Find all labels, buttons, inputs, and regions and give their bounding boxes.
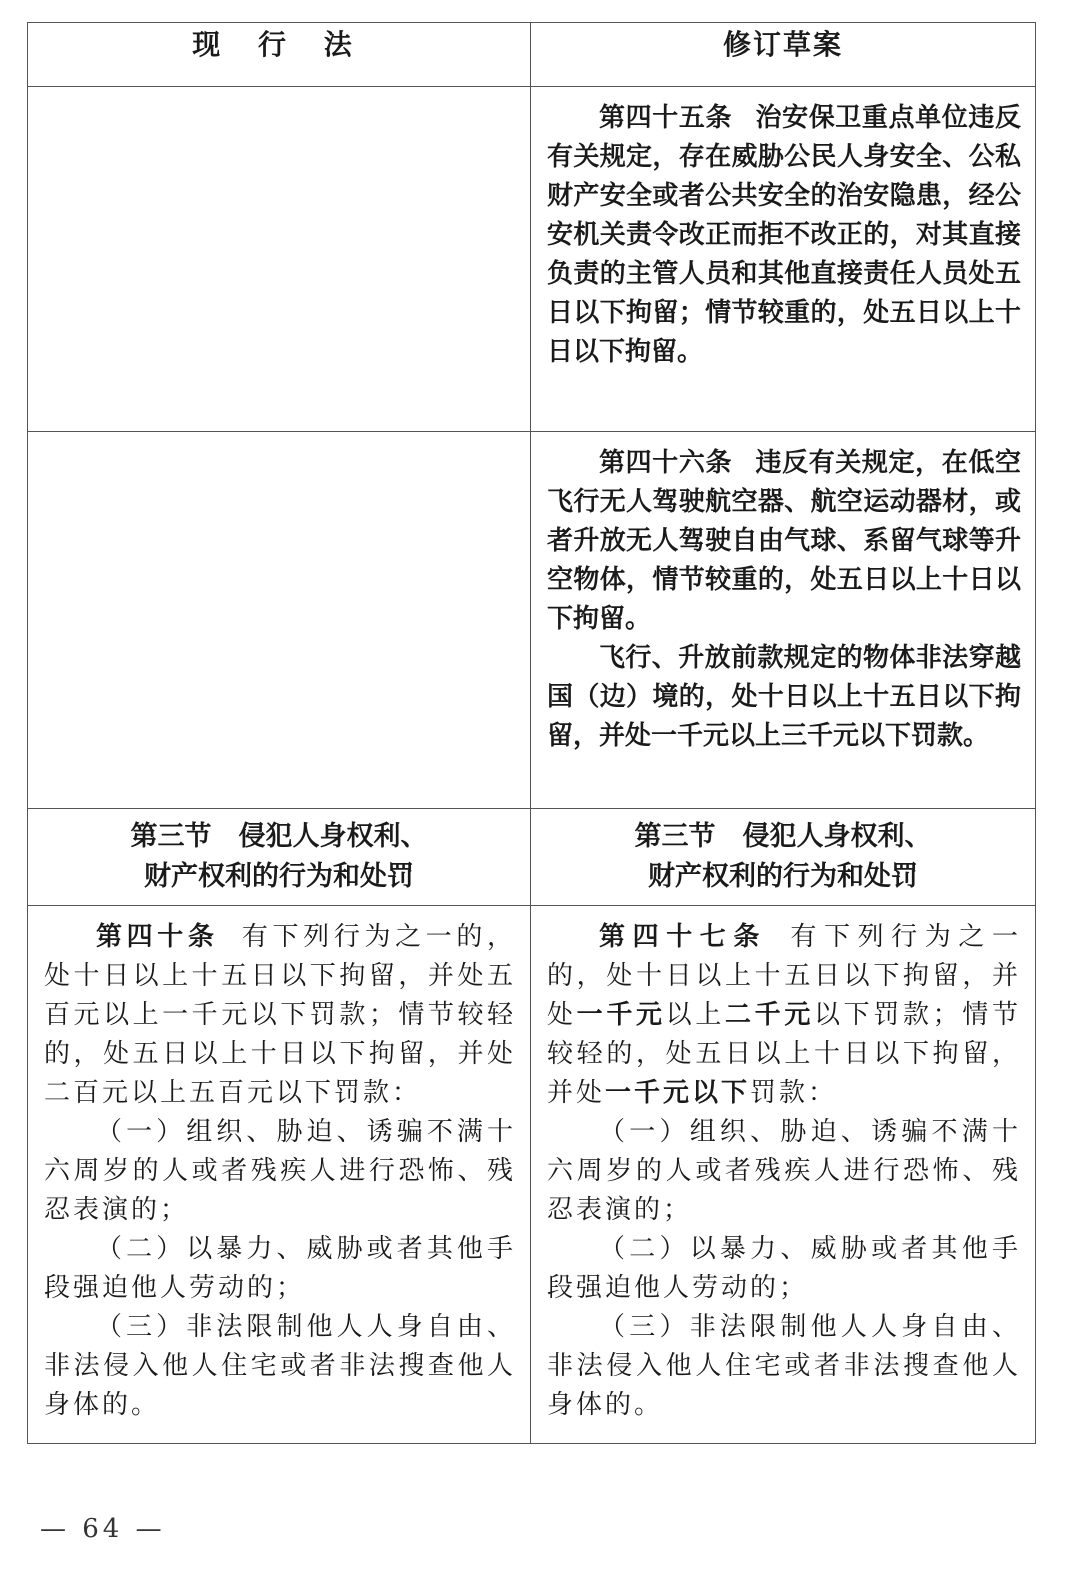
draft-paragraph <box>547 1230 1021 1308</box>
table-row <box>28 906 1036 1444</box>
cell-current-article-40 <box>28 906 531 1444</box>
section-heading-current <box>28 809 531 906</box>
amended-amount: 一千元 <box>576 1000 666 1030</box>
section-heading-line: 第三节 侵犯人身权利、 <box>634 821 932 852</box>
header-current-law: 现 行 法 <box>28 23 531 87</box>
section-heading-line: 财产权利的行为和处罚 <box>144 861 414 892</box>
article-number: 第四十五条 <box>599 103 733 133</box>
article-text: 以上 <box>665 1000 725 1030</box>
article-number: 第四十七条 <box>599 922 767 952</box>
amended-amount: 一千元以下 <box>605 1078 751 1108</box>
draft-paragraph <box>547 918 1021 1113</box>
table-row <box>28 432 1036 809</box>
draft-paragraph <box>547 1113 1021 1230</box>
article-text: 有下列行为之一的，处十日以上十五日以下拘留，并处五百元以上一千元以下罚款；情节较轻的，处五日以上十日以下拘留，并处二百元以上五百元以下罚款： <box>44 922 516 1108</box>
article-text: （三）非法限制他人人身自由、非法侵入他人住宅或者非法搜查他人身体的。 <box>44 1312 516 1420</box>
article-text: 违反有关规定，在低空飞行无人驾驶航空器、航空运动器材，或者升放无人驾驶自由气球、系留气球等升空物体，情节较重的，处五日以上十日以下拘留。 <box>547 448 1021 634</box>
draft-paragraph <box>547 99 1021 372</box>
cell-draft-article-46 <box>531 432 1036 809</box>
table-header-row <box>28 23 1036 87</box>
cell-current-empty <box>28 432 531 809</box>
article-text: 以下罚款；情节较轻的，处五日以上十日以下拘留，并处 <box>547 1000 1021 1108</box>
section-heading-line: 第三节 侵犯人身权利、 <box>130 821 428 852</box>
current-paragraph <box>44 1308 516 1425</box>
draft-paragraph <box>547 444 1021 639</box>
cell-draft-article-47 <box>531 906 1036 1444</box>
article-text: （一）组织、胁迫、诱骗不满十六周岁的人或者残疾人进行恐怖、残忍表演的； <box>44 1117 516 1225</box>
section-heading-line: 财产权利的行为和处罚 <box>648 861 918 892</box>
article-text: 飞行、升放前款规定的物体非法穿越国（边）境的，处十日以上十五日以下拘留，并处一千元以上三千元以下罚款。 <box>547 643 1021 751</box>
draft-paragraph <box>547 1308 1021 1425</box>
section-heading-draft <box>531 809 1036 906</box>
header-revision-draft: 修订草案 <box>531 23 1036 87</box>
cell-current-empty <box>28 87 531 432</box>
article-number: 第四十条 <box>96 922 219 952</box>
article-text: （二）以暴力、威胁或者其他手段强迫他人劳动的； <box>44 1234 516 1303</box>
page-number: — 64 — <box>40 1514 166 1544</box>
article-number: 第四十六条 <box>599 448 733 478</box>
article-text: （一）组织、胁迫、诱骗不满十六周岁的人或者残疾人进行恐怖、残忍表演的； <box>547 1117 1021 1225</box>
article-text: （三）非法限制他人人身自由、非法侵入他人住宅或者非法搜查他人身体的。 <box>547 1312 1021 1420</box>
table-row <box>28 87 1036 432</box>
current-paragraph <box>44 918 516 1113</box>
comparison-table <box>27 22 1036 1444</box>
article-text: （二）以暴力、威胁或者其他手段强迫他人劳动的； <box>547 1234 1021 1303</box>
amended-amount: 二千元 <box>725 1000 814 1030</box>
cell-draft-article-45 <box>531 87 1036 432</box>
section-heading-row <box>28 809 1036 906</box>
article-text: 治安保卫重点单位违反有关规定，存在威胁公民人身安全、公私财产安全或者公共安全的治安隐患，经公安机关责令改正而拒不改正的，对其直接负责的主管人员和其他直接责任人员处五日以下拘留；情节较重的，处五日以上十日以下拘留。 <box>547 103 1021 367</box>
current-paragraph <box>44 1230 516 1308</box>
current-paragraph <box>44 1113 516 1230</box>
draft-paragraph <box>547 639 1021 756</box>
article-text: 罚款： <box>750 1078 838 1108</box>
article-text: 有下列行为之一的，处十日以上十五日以下拘留，并处 <box>547 922 1021 1030</box>
